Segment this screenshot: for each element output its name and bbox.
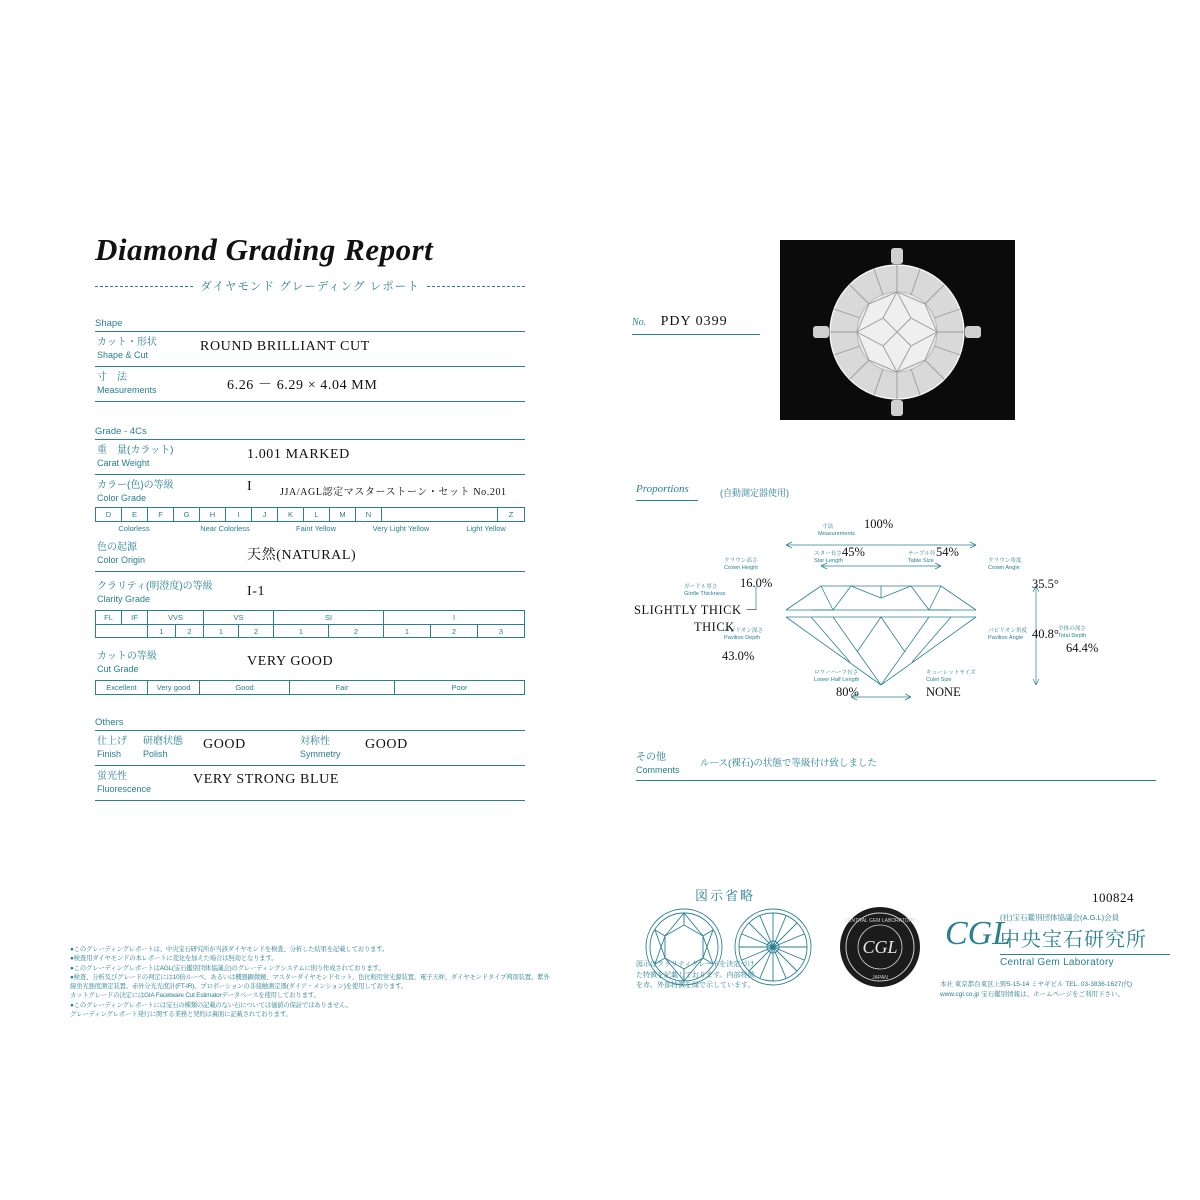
section-heading-others: Others (95, 717, 124, 728)
row-label-jp: 蛍光性 (97, 771, 127, 782)
row-label-jp: クラリティ(明澄度)の等級 (97, 581, 213, 592)
divider (1000, 954, 1170, 955)
svg-text:テーブル径: テーブル径 (908, 551, 936, 557)
footnote-item: ●このグレーディングレポートはAGL(宝石鑑別団体協議会)のグレーディングシステムに則り作成されております。 (70, 964, 385, 972)
clarity-scale-top: FL IF VVS VS SI I (95, 610, 525, 625)
proportions-auto-note: (自動測定器使用) (720, 488, 789, 498)
svg-text:Lower Half Length: Lower Half Length (814, 677, 860, 683)
value-culet-size: NONE (926, 685, 961, 699)
left-column (95, 232, 525, 801)
cgl-logo-mark: CGL (945, 915, 1012, 952)
row-label-en: Clarity Grade (97, 593, 151, 604)
report-number (632, 312, 762, 335)
value-cut-grade: VERY GOOD (247, 654, 334, 669)
lab-name-jp: 中央宝石研究所 (1000, 929, 1147, 951)
section-heading-shape: Shape (95, 318, 123, 329)
row-label-en: Color Grade (97, 492, 147, 503)
row-cut-grade (95, 642, 525, 680)
footnote-item: ●このグレーディングレポートは、中央宝石研究所が当該ダイヤモンドを検査、分析した結果を記載しております。 (70, 946, 389, 953)
value-color-origin: 天然(NATURAL) (247, 548, 357, 563)
value-girdle-thickness: SLIGHTLY THICK － (634, 603, 759, 617)
svg-text:クラウン角度: クラウン角度 (988, 558, 1022, 564)
svg-text:JAPAN: JAPAN (872, 975, 888, 981)
svg-text:Crown Angle: Crown Angle (988, 565, 1020, 571)
proportions-label: Proportions (636, 483, 689, 495)
value-crown-height: 16.0% (740, 576, 773, 590)
row-label-en: Polish (143, 748, 168, 759)
value-color-grade: I (247, 479, 253, 494)
row-label-jp: カット・形状 (97, 337, 157, 348)
value-crown-angle: 35.5° (1032, 577, 1059, 591)
clarity-scale-bottom: 1 2 1 2 1 2 1 2 3 (95, 625, 525, 638)
report-number-value: PDY 0399 (660, 314, 728, 329)
color-scale-letters: D E F G H I J K L M N Z (95, 507, 525, 522)
row-label-jp: 研磨状態 (143, 736, 183, 747)
row-label (97, 542, 145, 566)
row-label (97, 651, 157, 675)
row-color-origin (95, 537, 525, 572)
row-label-jp: カラー(色)の等級 (97, 480, 174, 491)
serial-number: 100824 (1092, 890, 1134, 905)
row-label-en: Carat Weight (97, 457, 150, 468)
lab-address: 本社 東京都台東区上野5-15-14 ミヤギビル TEL. 03-3836-1627(代) (940, 981, 1133, 988)
row-polish-symmetry (95, 731, 525, 766)
row-label-finish (97, 736, 127, 760)
comments-label-jp: その他 (636, 752, 666, 763)
svg-text:CGL: CGL (862, 937, 898, 957)
cut-scale: Excellent Very good Good Fair Poor (95, 680, 525, 695)
diamond-photo-svg (780, 240, 1015, 420)
row-label (97, 372, 157, 396)
page-title: Diamond Grading Report (95, 232, 434, 267)
comments-label-en: Comments (636, 764, 680, 775)
row-label-en: Fluorescence (97, 783, 152, 794)
svg-text:ロワーハーフ長さ: ロワーハーフ長さ (814, 670, 859, 676)
report-number-label: No. (632, 317, 647, 328)
value-measurements-pct: 100% (864, 517, 894, 531)
value-table-size: 54% (936, 545, 959, 559)
footnote-item: カットグレードの決定にはGIA Facetware Cut Estimatorデータベースを使用しております。 (70, 992, 320, 1000)
svg-text:ガードル厚さ: ガードル厚さ (684, 584, 718, 590)
color-master-note: JJA/AGL認定マスターストーン・セット No.201 (280, 487, 507, 498)
row-label-polish (143, 736, 183, 760)
lab-web: www.cgl.co.jp 宝石鑑別情報は、ホームページをご利用下さい。 (940, 990, 1125, 998)
row-label-jp: カットの等級 (97, 651, 157, 662)
svg-text:寸法: 寸法 (822, 524, 834, 530)
row-label-en: Color Origin (97, 554, 146, 565)
row-carat-weight (95, 440, 525, 475)
row-label-en: Shape & Cut (97, 349, 149, 360)
svg-text:キューレットサイズ: キューレットサイズ (926, 670, 976, 676)
color-scale-captions: Colorless Near Colorless Faint Yellow Very Light Yellow Light Yellow (118, 524, 506, 533)
row-label-en: Symmetry (300, 748, 341, 759)
value-polish: GOOD (203, 737, 246, 752)
footnote-item: ●このグレーディングレポートには宝石の種類の記載のない石については価値の保証ではありません。 (70, 1001, 352, 1009)
lab-address-block (940, 975, 1170, 1000)
comments-label (636, 752, 680, 776)
subtitle-row (95, 278, 525, 294)
cgl-seal-icon (838, 905, 923, 990)
svg-text:パビリオン深さ: パビリオン深さ (724, 628, 764, 634)
row-fluorescence (95, 766, 525, 801)
svg-text:Culet Size: Culet Size (926, 677, 952, 683)
svg-text:全体の深さ: 全体の深さ (1058, 626, 1086, 632)
footnote-item: ●検査用ダイヤモンドの本レポートに変化を加えた場合は無効となります。 (70, 955, 278, 963)
divider (632, 334, 760, 335)
svg-text:Total Depth: Total Depth (1058, 633, 1087, 639)
footnotes (70, 945, 550, 1019)
row-color-grade (95, 475, 525, 507)
svg-text:Pavilion Depth: Pavilion Depth (724, 635, 761, 641)
plot-note: 図示はクラリティグレードを決定づけた特徴を記載しております。内部特徴を赤、外部特徴を緑で示しています。 (636, 961, 755, 989)
row-label-en: Cut Grade (97, 663, 139, 674)
row-label (97, 581, 213, 605)
dash-line-left (95, 286, 193, 287)
value-pavilion-angle: 40.8° (1032, 627, 1059, 641)
comments-value: ルース(裸石)の状態で等級付け致しました (700, 758, 877, 769)
plot-heading: 図示省略 (695, 888, 756, 903)
diamond-photo (780, 240, 1015, 420)
row-label (97, 771, 151, 795)
row-label-en: Finish (97, 748, 122, 759)
value-measurements: 6.26 － 6.29 × 4.04 MM (227, 378, 378, 393)
svg-text:Measurements: Measurements (818, 531, 855, 537)
row-label-jp: 寸 法 (97, 372, 127, 383)
value-girdle-thickness-2: THICK (694, 620, 735, 634)
row-label-jp: 色の起源 (97, 542, 137, 553)
row-label-jp: 対称性 (300, 736, 330, 747)
svg-text:Crown Height: Crown Height (724, 565, 758, 571)
value-shape-cut: ROUND BRILLIANT CUT (200, 339, 370, 354)
lab-info (1000, 912, 1170, 968)
divider (636, 780, 1156, 781)
value-total-depth: 64.4% (1066, 641, 1099, 655)
svg-text:パビリオン角度: パビリオン角度 (988, 628, 1028, 634)
svg-text:Table Size: Table Size (908, 558, 934, 564)
row-label-jp: 重 量(カラット) (97, 445, 174, 456)
svg-text:クラウン高さ: クラウン高さ (724, 558, 758, 564)
svg-text:スター長さ: スター長さ (814, 551, 842, 557)
row-clarity-grade (95, 572, 525, 610)
row-label (97, 337, 157, 361)
value-lower-half: 80% (836, 685, 859, 699)
value-star-length: 45% (842, 545, 865, 559)
value-fluorescence: VERY STRONG BLUE (193, 772, 339, 787)
row-label-symmetry (300, 736, 341, 760)
row-label (97, 445, 173, 469)
row-measurements (95, 367, 525, 402)
svg-text:CENTRAL GEM LABORATORY: CENTRAL GEM LABORATORY (844, 918, 916, 924)
row-label-jp: 仕上げ (97, 736, 127, 747)
value-pavilion-depth: 43.0% (722, 649, 755, 663)
value-carat-weight: 1.001 MARKED (247, 447, 350, 462)
value-symmetry: GOOD (365, 737, 408, 752)
lab-agl-line: (社)宝石鑑別団体協議会(A.G.L)会員 (1000, 913, 1120, 922)
value-clarity-grade: I-1 (247, 584, 266, 599)
svg-text:Girdle Thickness: Girdle Thickness (684, 591, 726, 597)
row-shape-cut (95, 332, 525, 367)
footnote-item: ●検査、分析及びグレードの判定には10倍ルーペ、あるいは機器顕微鏡、マスターダイヤモンドセット、色比較用蛍光源装置、電子天秤、ダイヤモンドタイプ判別装置、紫外線蛍光強度測定装置、赤外分光光度計(FT-IR)、プロポーションの非接触測定器(ダイア・メンション)を使用しております。 (70, 973, 550, 991)
row-label-en: Measurements (97, 384, 157, 395)
svg-text:Pavilion Angle: Pavilion Angle (988, 635, 1024, 641)
lab-name-en: Central Gem Laboratory (1000, 957, 1114, 968)
svg-text:Star Length: Star Length (814, 558, 843, 564)
row-label (97, 480, 174, 504)
dash-line-right (427, 286, 525, 287)
footnote-item: グレーディングレポート発行に関する業務と契約は裏面に記載されております。 (70, 1010, 292, 1018)
section-heading-grade: Grade - 4Cs (95, 426, 147, 437)
subtitle: ダイヤモンド グレーディング レポート (200, 281, 420, 293)
